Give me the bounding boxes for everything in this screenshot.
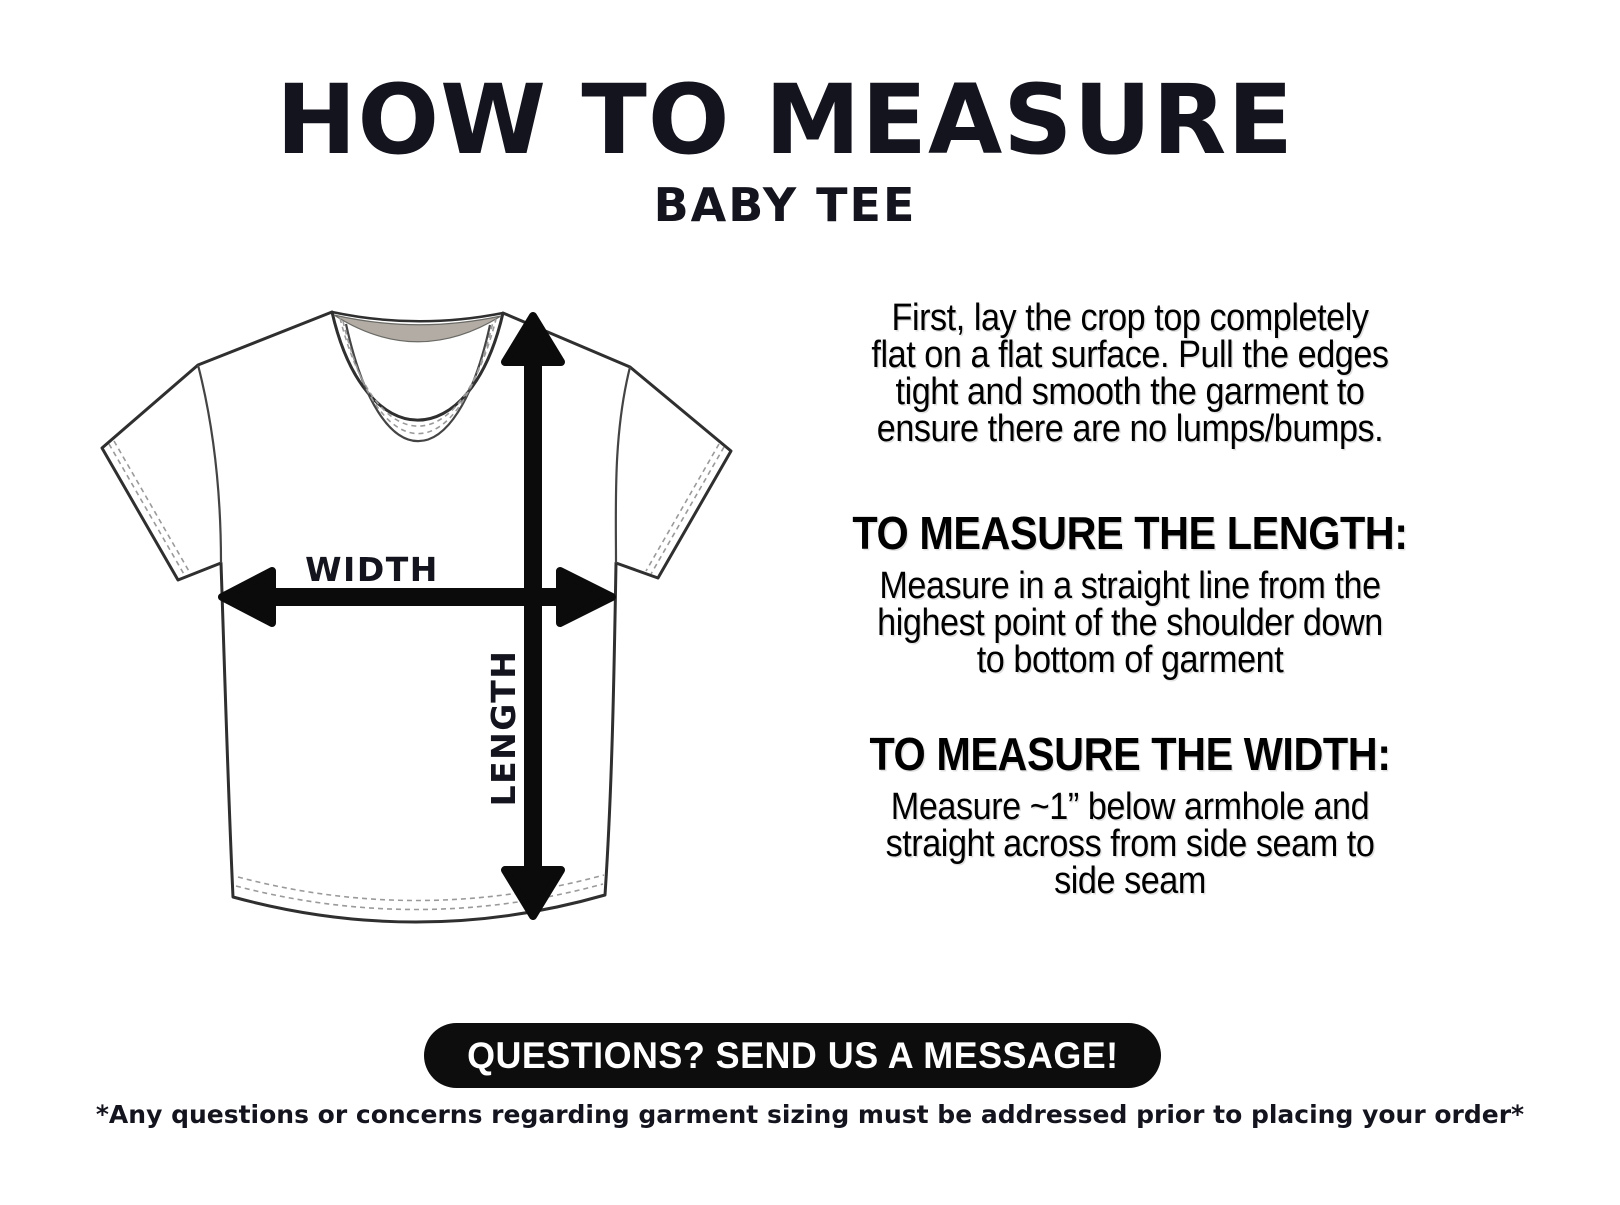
width-line: straight across from side seam to	[885, 823, 1375, 865]
length-section-heading: TO MEASURE THE LENGTH:	[852, 507, 1408, 559]
width-label: WIDTH	[305, 550, 439, 589]
intro-line: tight and smooth the garment to	[895, 371, 1365, 413]
questions-message-button[interactable]	[424, 1023, 1161, 1088]
length-line: Measure in a straight line from the	[879, 565, 1381, 607]
width-paragraph	[811, 786, 1450, 902]
width-line: side seam	[1054, 860, 1206, 902]
page-subtitle: BABY TEE	[653, 178, 917, 232]
questions-message-label: QUESTIONS? SEND US A MESSAGE!	[466, 1034, 1119, 1076]
page-title: HOW TO MEASURE	[276, 64, 1294, 176]
width-line: Measure ~1” below armhole and	[890, 786, 1370, 828]
intro-line: flat on a flat surface. Pull the edges	[871, 334, 1389, 376]
collar-band	[334, 315, 501, 342]
intro-line: ensure there are no lumps/bumps.	[876, 408, 1384, 450]
tshirt-outline	[102, 312, 731, 922]
length-label: LENGTH	[484, 649, 523, 807]
length-paragraph	[811, 565, 1450, 681]
footer-note: *Any questions or concerns regarding garment sizing must be addressed prior to placing your order*	[95, 1100, 1525, 1129]
instructions-column	[811, 286, 1450, 900]
length-line: to bottom of garment	[976, 639, 1284, 681]
intro-paragraph	[811, 297, 1450, 450]
intro-line: First, lay the crop top completely	[891, 297, 1369, 339]
width-section-heading: TO MEASURE THE WIDTH:	[869, 728, 1391, 780]
length-line: highest point of the shoulder down	[877, 602, 1383, 644]
